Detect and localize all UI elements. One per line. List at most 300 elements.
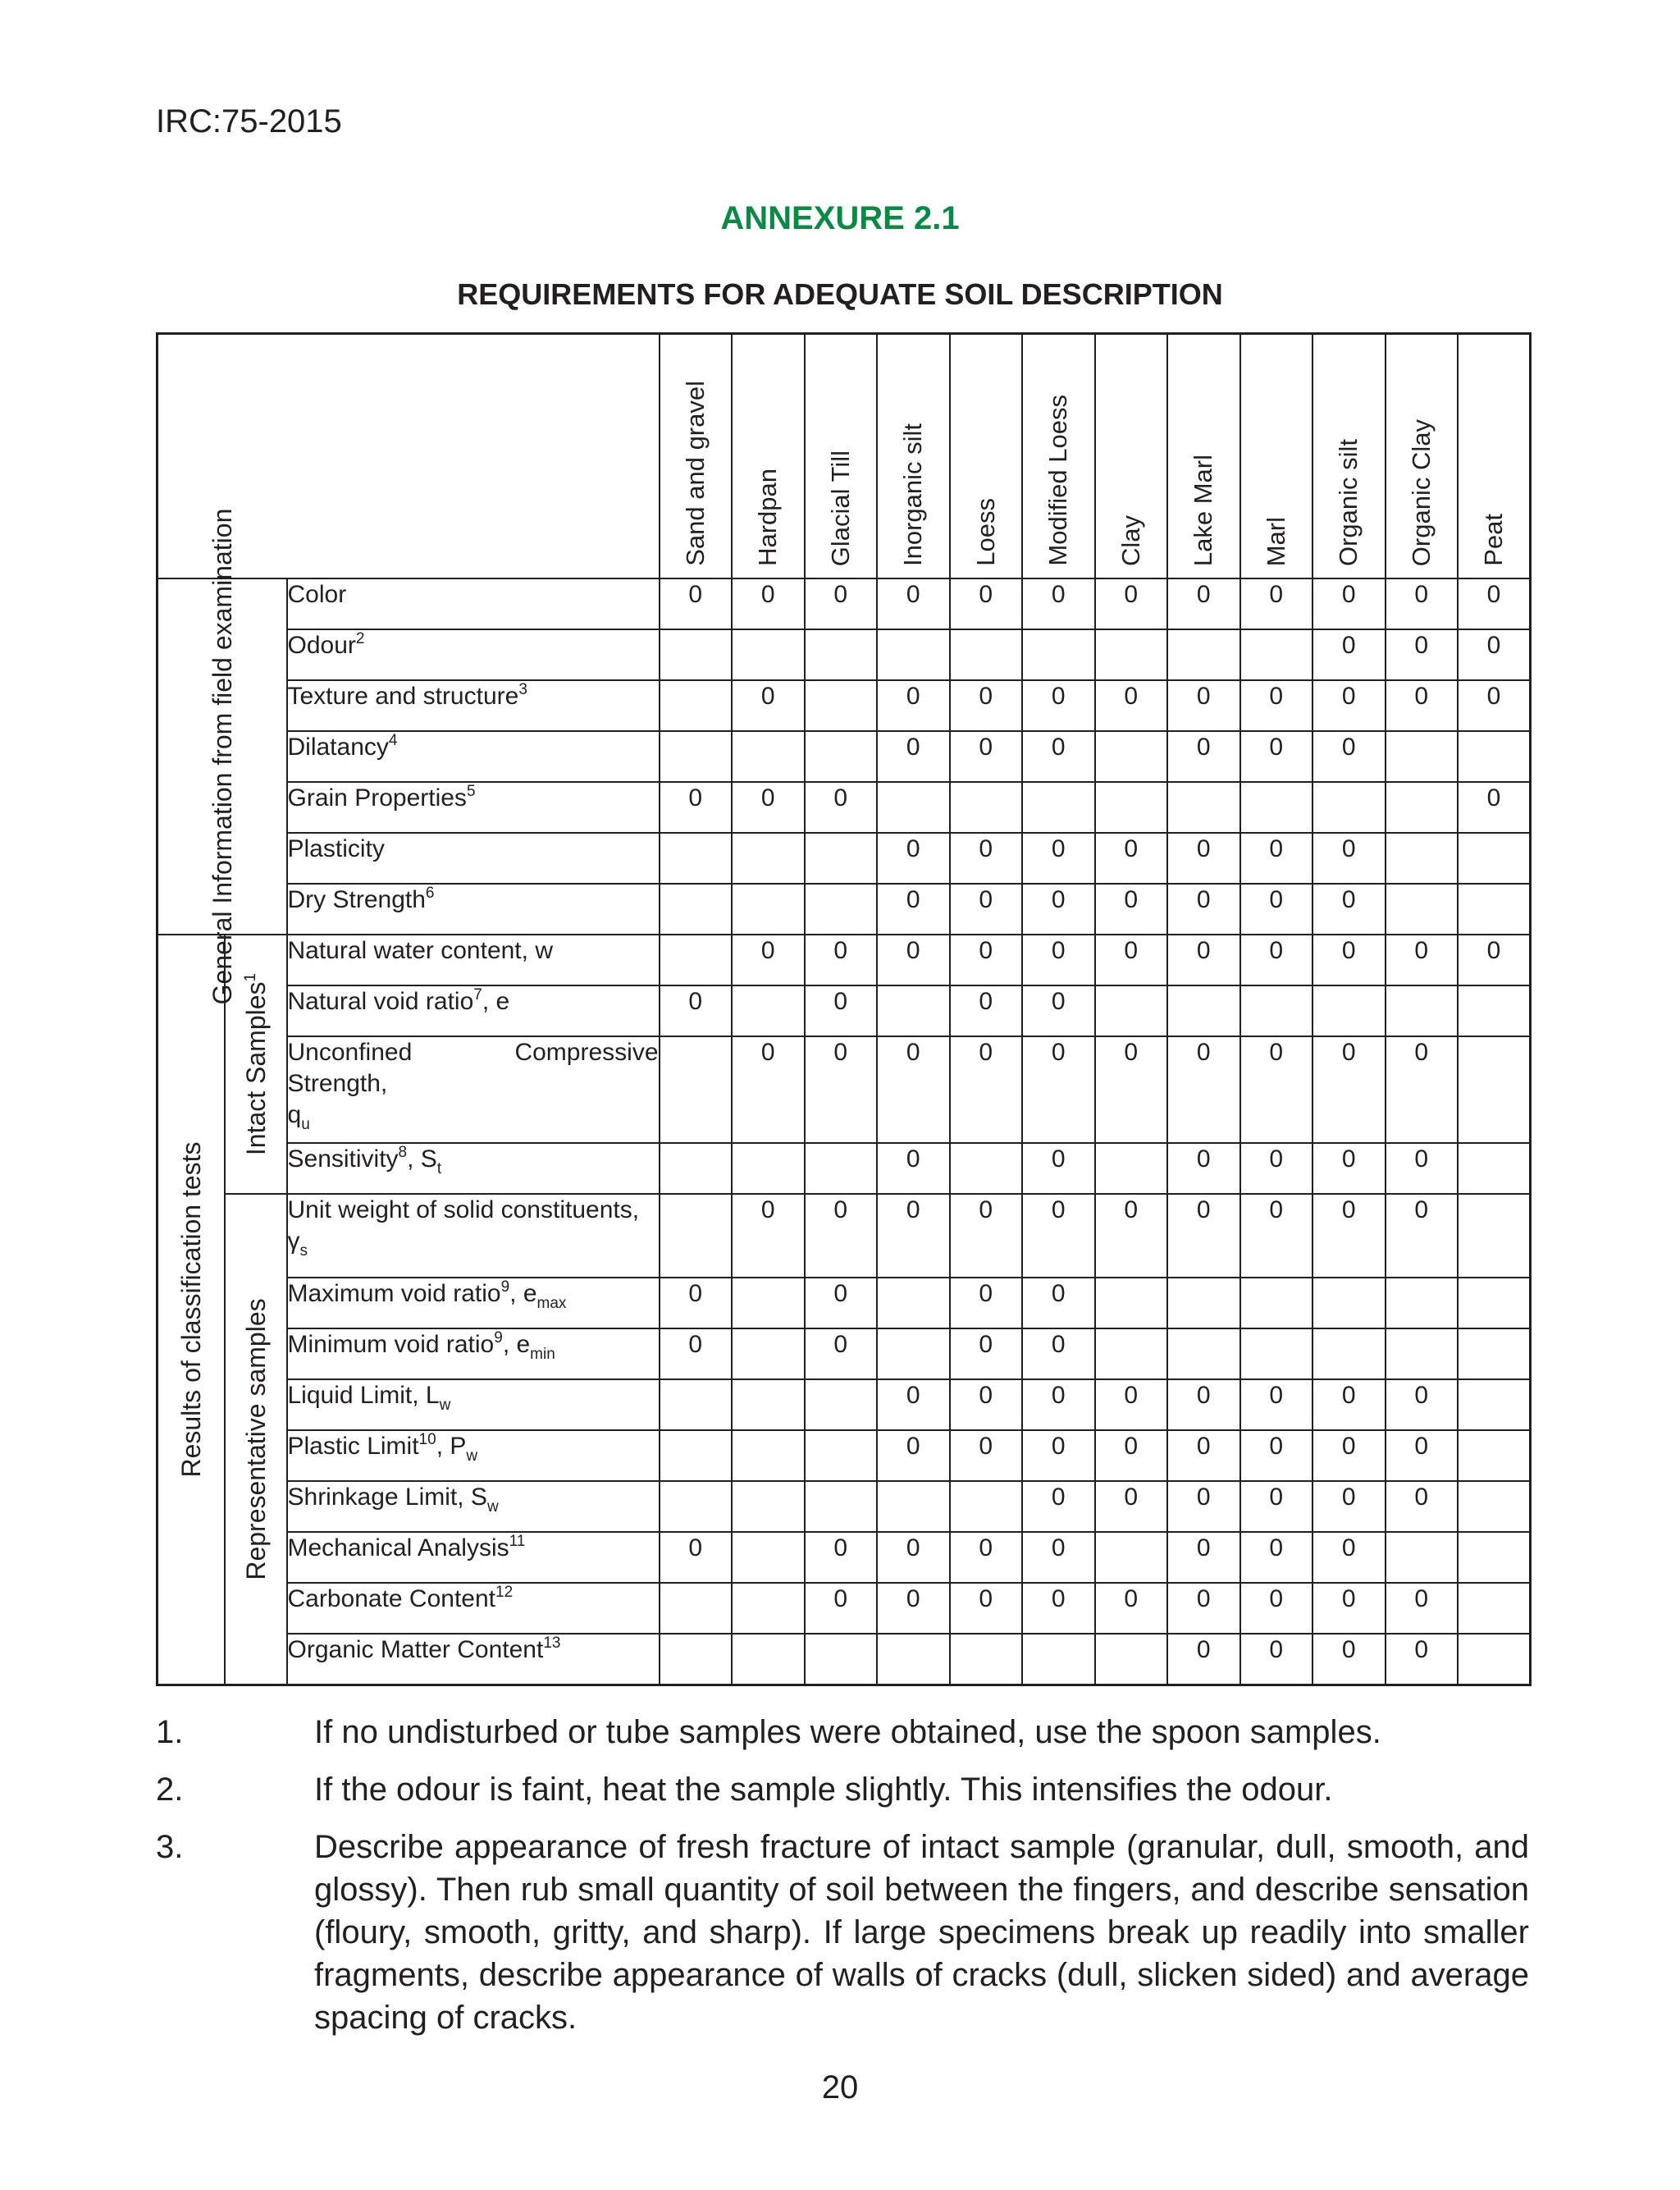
value-cell: 0 (660, 782, 733, 833)
value-cell: 0 (732, 1194, 805, 1278)
property-label-text: Strength, (287, 1070, 388, 1097)
property-label (287, 1036, 660, 1143)
value-cell: 0 (805, 1532, 878, 1583)
value-cell (1386, 884, 1459, 935)
value-cell: 0 (805, 782, 878, 833)
value-cell: 0 (877, 731, 950, 782)
column-header (1458, 334, 1531, 579)
property-subscript: w (466, 1447, 478, 1465)
value-cell: 0 (950, 1532, 1023, 1583)
value-cell: 0 (877, 578, 950, 629)
column-header (1386, 334, 1459, 579)
value-cell (660, 1143, 733, 1194)
value-cell: 0 (1022, 1481, 1095, 1532)
footnote-ref: 12 (495, 1584, 514, 1601)
value-cell: 0 (1167, 1634, 1240, 1685)
value-cell: 0 (1240, 833, 1313, 884)
property-label-text: Mechanical Analysis (287, 1534, 509, 1561)
value-cell: 0 (660, 1278, 733, 1328)
value-cell (1386, 1278, 1459, 1328)
column-header (1312, 334, 1386, 579)
value-cell (732, 1379, 805, 1430)
value-cell: 0 (1240, 1430, 1313, 1481)
value-cell: 0 (1022, 1278, 1095, 1328)
value-cell: 0 (950, 1036, 1023, 1143)
value-cell: 0 (1312, 1143, 1386, 1194)
group-intact-samples-footnote-ref: 1 (241, 972, 259, 982)
value-cell: 0 (1386, 1379, 1459, 1430)
value-cell (1095, 782, 1168, 833)
value-cell (660, 1194, 733, 1278)
value-cell: 0 (805, 1278, 878, 1328)
value-cell: 0 (1312, 680, 1386, 731)
property-symbol-text: , P (436, 1433, 467, 1460)
value-cell: 0 (1386, 1194, 1459, 1278)
soil-description-table (156, 332, 1532, 1686)
table-row (158, 1379, 1531, 1430)
value-cell (1167, 1278, 1240, 1328)
table-row (158, 578, 1531, 629)
value-cell (660, 680, 733, 731)
value-cell: 0 (1312, 935, 1386, 985)
value-cell: 0 (732, 1036, 805, 1143)
table-row (158, 629, 1531, 680)
group-general-information (158, 508, 287, 1005)
column-header (732, 334, 805, 579)
value-cell (660, 1634, 733, 1685)
group-representative-samples (225, 1194, 287, 1685)
property-label (287, 782, 660, 833)
property-label-line (288, 1037, 659, 1068)
value-cell: 0 (1312, 731, 1386, 782)
value-cell: 0 (1022, 1583, 1095, 1634)
value-cell (732, 1278, 805, 1328)
table-row (158, 1036, 1531, 1143)
footnote-ref: 9 (500, 1278, 510, 1296)
value-cell (660, 629, 733, 680)
table-row (158, 833, 1531, 884)
table-title: REQUIREMENTS FOR ADEQUATE SOIL DESCRIPTION (457, 277, 1223, 311)
property-label (287, 1278, 660, 1328)
property-label (287, 1583, 660, 1634)
value-cell (1240, 1278, 1313, 1328)
value-cell: 0 (950, 1278, 1023, 1328)
footnote-number: 1. (156, 1714, 184, 1750)
property-label (287, 985, 660, 1036)
value-cell: 0 (950, 833, 1023, 884)
value-cell: 0 (1386, 935, 1459, 985)
value-cell: 0 (732, 680, 805, 731)
group-intact-samples (225, 935, 287, 1194)
value-cell (1167, 629, 1240, 680)
value-cell: 0 (805, 1194, 878, 1278)
value-cell (805, 884, 878, 935)
value-cell: 0 (1386, 629, 1459, 680)
value-cell: 0 (660, 578, 733, 629)
value-cell (1240, 629, 1313, 680)
value-cell: 0 (1312, 1194, 1386, 1278)
column-header (660, 334, 733, 579)
group-representative-samples-label (240, 1298, 272, 1580)
value-cell (805, 833, 878, 884)
value-cell: 0 (1022, 1532, 1095, 1583)
value-cell: 0 (877, 833, 950, 884)
value-cell (1458, 1583, 1531, 1634)
table-body (158, 334, 1531, 1685)
value-cell: 0 (1312, 1036, 1386, 1143)
property-label-text: Maximum void ratio (287, 1280, 501, 1307)
value-cell (950, 629, 1023, 680)
value-cell: 0 (1240, 1532, 1313, 1583)
value-cell: 0 (950, 1379, 1023, 1430)
value-cell (660, 935, 733, 985)
value-cell: 0 (950, 884, 1023, 935)
table-row (158, 985, 1531, 1036)
property-label-text: Natural void ratio (287, 988, 474, 1015)
property-subscript: w (486, 1498, 499, 1516)
value-cell (877, 1481, 950, 1532)
document-id: IRC:75-2015 (156, 103, 342, 139)
value-cell: 0 (950, 578, 1023, 629)
property-label-text: Plasticity (287, 835, 385, 862)
value-cell: 0 (1240, 1634, 1313, 1685)
property-label-text: Unit weight of solid constituents, (287, 1196, 640, 1223)
value-cell (1458, 985, 1531, 1036)
property-label-text: Dilatancy (287, 734, 389, 761)
value-cell: 0 (950, 1430, 1023, 1481)
table-row (158, 731, 1531, 782)
property-label-text: Color (287, 581, 347, 608)
value-cell: 0 (1095, 1379, 1168, 1430)
value-cell: 0 (1240, 1036, 1313, 1143)
value-cell (950, 1481, 1023, 1532)
property-symbol (287, 1226, 659, 1260)
property-subscript: w (439, 1397, 451, 1414)
property-subscript: s (299, 1242, 308, 1260)
value-cell: 0 (1386, 680, 1459, 731)
value-cell: 0 (1312, 1532, 1386, 1583)
value-cell: 0 (1458, 782, 1531, 833)
value-cell: 0 (732, 935, 805, 985)
value-cell: 0 (1458, 578, 1531, 629)
footnote-number: 2. (156, 1772, 184, 1808)
value-cell (877, 985, 950, 1036)
group-representative-samples-text: Representative samples (240, 1298, 271, 1580)
value-cell (1386, 833, 1459, 884)
value-cell: 0 (1312, 578, 1386, 629)
value-cell (1458, 1481, 1531, 1532)
column-header (805, 334, 878, 579)
value-cell (805, 1379, 878, 1430)
value-cell: 0 (1022, 1379, 1095, 1430)
value-cell: 0 (877, 1194, 950, 1278)
value-cell: 0 (732, 578, 805, 629)
value-cell (1022, 1634, 1095, 1685)
table-row (158, 1143, 1531, 1194)
footnote-ref: 3 (518, 681, 527, 698)
value-cell (805, 1430, 878, 1481)
footnote-ref: 5 (466, 783, 476, 800)
property-label-text: Minimum void ratio (287, 1331, 495, 1358)
value-cell (1312, 1328, 1386, 1379)
table-row (158, 1278, 1531, 1328)
property-subscript: min (530, 1346, 555, 1363)
value-cell: 0 (1386, 1430, 1459, 1481)
footnote-ref: 2 (355, 630, 365, 647)
table-row (158, 1532, 1531, 1583)
value-cell: 0 (1167, 1379, 1240, 1430)
value-cell: 0 (1458, 935, 1531, 985)
value-cell: 0 (1240, 1194, 1313, 1278)
value-cell: 0 (1022, 985, 1095, 1036)
value-cell: 0 (1458, 680, 1531, 731)
value-cell (660, 1036, 733, 1143)
property-symbol (288, 1100, 659, 1131)
value-cell (805, 1481, 878, 1532)
value-cell: 0 (1167, 1481, 1240, 1532)
value-cell: 0 (1312, 1379, 1386, 1430)
value-cell (1240, 1328, 1313, 1379)
value-cell (1458, 1532, 1531, 1583)
column-header (1095, 334, 1168, 579)
value-cell: 0 (950, 1583, 1023, 1634)
value-cell (1095, 629, 1168, 680)
property-label-text: Dry Strength (287, 886, 426, 913)
value-cell (1458, 1328, 1531, 1379)
value-cell: 0 (1095, 1481, 1168, 1532)
value-cell: 0 (1167, 935, 1240, 985)
value-cell (1458, 1430, 1531, 1481)
value-cell: 0 (660, 985, 733, 1036)
header-row (158, 334, 1531, 579)
value-cell (732, 1430, 805, 1481)
property-label-text: Organic Matter Content (287, 1636, 544, 1663)
value-cell: 0 (1022, 1036, 1095, 1143)
value-cell: 0 (1022, 884, 1095, 935)
value-cell (732, 884, 805, 935)
value-cell (732, 1583, 805, 1634)
value-cell (877, 1278, 950, 1328)
value-cell (950, 782, 1023, 833)
table-row (158, 1328, 1531, 1379)
value-cell (732, 731, 805, 782)
value-cell: 0 (1458, 629, 1531, 680)
value-cell: 0 (1022, 1143, 1095, 1194)
footnote-number: 3. (156, 1829, 184, 1865)
group-results-classification-tests-text: Results of classification tests (176, 1141, 206, 1478)
column-header (877, 334, 950, 579)
column-header-label: Sand and gravel (680, 381, 710, 566)
property-subscript: t (436, 1160, 442, 1177)
property-label (287, 578, 660, 629)
property-label-text: Carbonate Content (287, 1585, 496, 1612)
value-cell: 0 (1240, 884, 1313, 935)
footnote (156, 1826, 1529, 2039)
value-cell (1386, 985, 1459, 1036)
value-cell (660, 1481, 733, 1532)
property-label (287, 1634, 660, 1685)
value-cell (732, 985, 805, 1036)
value-cell: 0 (1167, 1532, 1240, 1583)
value-cell: 0 (1240, 1583, 1313, 1634)
value-cell: 0 (1240, 1481, 1313, 1532)
footnote-ref: 8 (398, 1144, 408, 1161)
value-cell (660, 1379, 733, 1430)
value-cell (1458, 1379, 1531, 1430)
value-cell: 0 (660, 1532, 733, 1583)
value-cell (805, 1634, 878, 1685)
value-cell: 0 (1167, 1143, 1240, 1194)
value-cell: 0 (1095, 1036, 1168, 1143)
column-header (1167, 334, 1240, 579)
value-cell (660, 833, 733, 884)
property-label (287, 1328, 660, 1379)
footnotes (156, 1711, 1529, 2054)
property-symbol-text: γ (287, 1228, 300, 1255)
value-cell (1022, 782, 1095, 833)
column-header-label: Organic silt (1334, 438, 1363, 566)
value-cell (1095, 1634, 1168, 1685)
column-header-label: Modified Loess (1043, 395, 1073, 566)
value-cell (1458, 1278, 1531, 1328)
property-symbol-text: q (287, 1101, 302, 1128)
property-label (287, 935, 660, 985)
property-label-text: Odour (287, 632, 356, 659)
value-cell: 0 (1167, 1194, 1240, 1278)
value-cell (1167, 1328, 1240, 1379)
value-cell: 0 (1095, 1194, 1168, 1278)
value-cell: 0 (877, 1532, 950, 1583)
value-cell (660, 1430, 733, 1481)
value-cell: 0 (1022, 1328, 1095, 1379)
value-cell: 0 (877, 1143, 950, 1194)
group-results-classification-tests (158, 935, 225, 1685)
footnote-ref: 7 (473, 986, 482, 1004)
group-intact-samples-text: Intact Samples (240, 981, 271, 1156)
property-label-text: Shrinkage Limit, S (287, 1484, 487, 1511)
value-cell (1458, 1143, 1531, 1194)
value-cell (1167, 985, 1240, 1036)
value-cell: 0 (1167, 833, 1240, 884)
value-cell (732, 1143, 805, 1194)
value-cell (732, 629, 805, 680)
value-cell: 0 (950, 680, 1023, 731)
property-label-text: Natural water content, w (287, 937, 553, 964)
value-cell: 0 (1240, 1143, 1313, 1194)
value-cell (877, 629, 950, 680)
value-cell (1167, 782, 1240, 833)
value-cell: 0 (1240, 1379, 1313, 1430)
value-cell (1386, 731, 1459, 782)
value-cell: 0 (1312, 1634, 1386, 1685)
value-cell: 0 (1095, 935, 1168, 985)
value-cell (1458, 833, 1531, 884)
value-cell (732, 1532, 805, 1583)
value-cell (1458, 1036, 1531, 1143)
value-cell (1095, 1532, 1168, 1583)
value-cell: 0 (1386, 1143, 1459, 1194)
value-cell: 0 (877, 1379, 950, 1430)
footnote-text: If no undisturbed or tube samples were obtained, use the spoon samples. (314, 1714, 1381, 1750)
value-cell: 0 (805, 1036, 878, 1143)
table-row (158, 1481, 1531, 1532)
value-cell: 0 (1240, 680, 1313, 731)
value-cell: 0 (1095, 680, 1168, 731)
value-cell (1386, 782, 1459, 833)
value-cell (660, 884, 733, 935)
value-cell: 0 (1312, 629, 1386, 680)
property-label (287, 1481, 660, 1532)
column-header-label: Organic Clay (1406, 418, 1436, 566)
column-header-label: Clay (1116, 514, 1145, 566)
property-symbol-text: , e (482, 988, 510, 1015)
value-cell: 0 (950, 935, 1023, 985)
value-cell (950, 1143, 1023, 1194)
footnote-ref: 13 (543, 1634, 561, 1652)
value-cell (732, 1481, 805, 1532)
table-row (158, 782, 1531, 833)
value-cell (877, 1634, 950, 1685)
value-cell: 0 (1167, 731, 1240, 782)
value-cell (1386, 1532, 1459, 1583)
column-header-label: Marl (1261, 516, 1290, 566)
value-cell: 0 (1022, 1430, 1095, 1481)
property-label (287, 1430, 660, 1481)
footnote-text: Describe appearance of fresh fracture of intact sample (granular, dull, smooth, and glossy). Then rub small quantity of soil between the fingers, and describe sensation (floury, smooth, gritty, and sharp). If large specimens break up readily into smaller fragments, describe appearance of walls of cracks (dull, slicken sided) and average spacing of cracks. (314, 1829, 1529, 2036)
value-cell (1458, 1194, 1531, 1278)
value-cell: 0 (805, 935, 878, 985)
value-cell: 0 (805, 1583, 878, 1634)
value-cell (1312, 782, 1386, 833)
value-cell: 0 (1312, 884, 1386, 935)
value-cell (1312, 1278, 1386, 1328)
value-cell: 0 (1022, 578, 1095, 629)
value-cell (950, 1634, 1023, 1685)
property-label-text: Liquid Limit, L (287, 1382, 440, 1409)
column-header (950, 334, 1023, 579)
value-cell: 0 (1312, 1481, 1386, 1532)
value-cell (877, 782, 950, 833)
value-cell (1312, 985, 1386, 1036)
property-label (287, 731, 660, 782)
footnote (156, 1768, 1529, 1811)
value-cell: 0 (1095, 1430, 1168, 1481)
page-number: 20 (821, 2069, 859, 2105)
table-row (158, 1194, 1531, 1278)
value-cell: 0 (1386, 1634, 1459, 1685)
column-header-label: Inorganic silt (898, 423, 928, 566)
value-cell: 0 (805, 1328, 878, 1379)
value-cell: 0 (1095, 884, 1168, 935)
property-label-text: Plastic Limit (287, 1433, 419, 1460)
value-cell (1095, 1278, 1168, 1328)
property-symbol-text: , e (509, 1280, 537, 1307)
footnote-ref: 4 (388, 732, 398, 749)
value-cell: 0 (877, 935, 950, 985)
value-cell: 0 (805, 985, 878, 1036)
property-symbol-text: , e (502, 1331, 531, 1358)
value-cell: 0 (877, 1583, 950, 1634)
value-cell: 0 (1095, 578, 1168, 629)
value-cell: 0 (877, 1430, 950, 1481)
value-cell: 0 (1167, 884, 1240, 935)
value-cell (732, 1634, 805, 1685)
property-subscript: u (301, 1116, 310, 1133)
value-cell (732, 1328, 805, 1379)
group-general-information-text: General Information from field examination (207, 508, 237, 1005)
column-header-label: Glacial Till (825, 450, 855, 566)
value-cell (1095, 985, 1168, 1036)
